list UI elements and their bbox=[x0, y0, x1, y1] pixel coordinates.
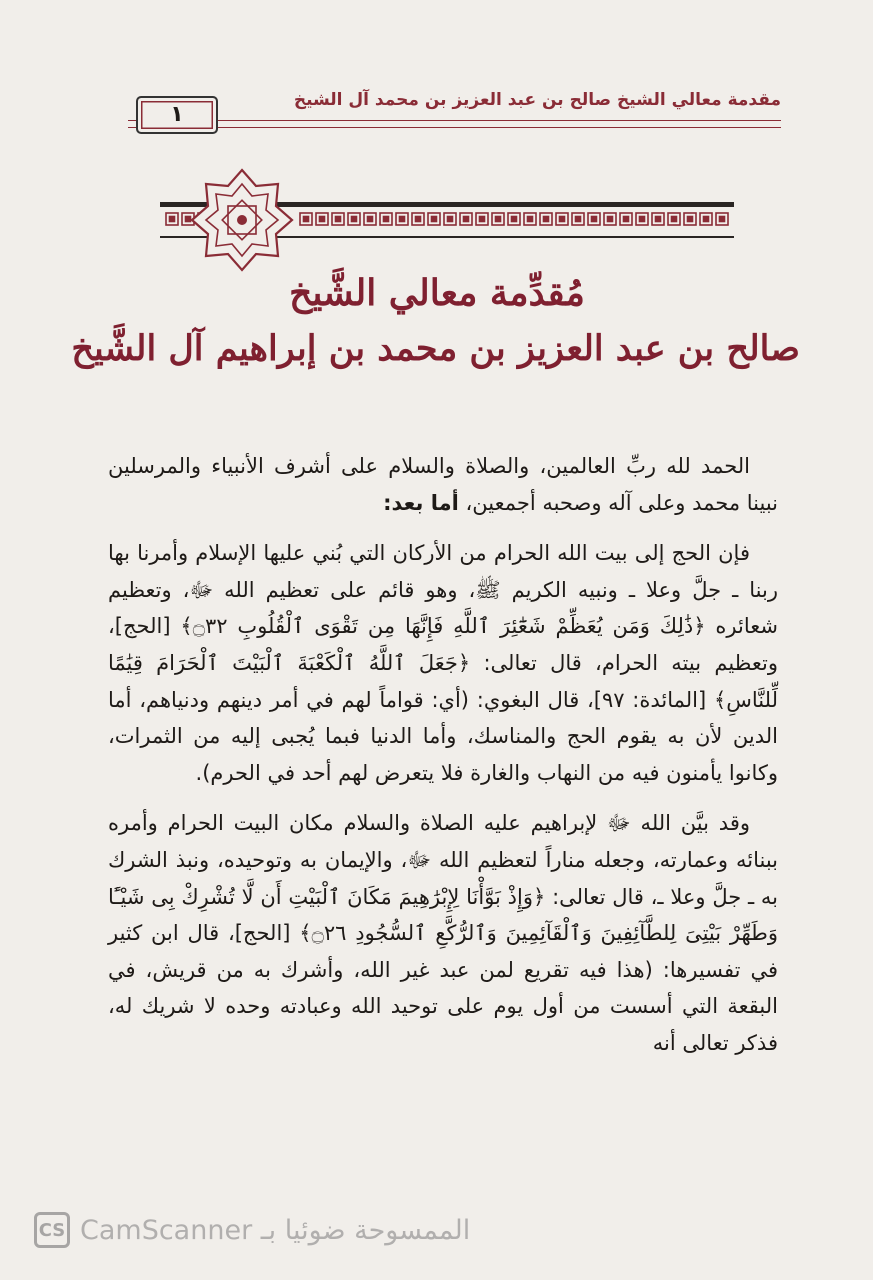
paragraph-1-bold: أما بعد: bbox=[383, 490, 459, 515]
ornament-band bbox=[160, 168, 734, 272]
paragraph-2: فإن الحج إلى بيت الله الحرام من الأركان التي بُني عليها الإسلام وأمرنا بها ربنا ـ جلَّ وعلا ـ ونبيه الكريم ﷺ، وهو قائم على تعظيم الله ﷻ، وتعظيم شعائره ﴿ذَٰلِكَ وَمَن يُعَظِّمْ شَعَٰٓئِرَ ٱللَّهِ فَإِنَّهَا مِن تَقْوَى ٱلْقُلُوبِ ۝٣٢﴾ [الحج]، وتعظيم بيته الحرام، قال تعالى: ﴿جَعَلَ ٱللَّهُ ٱلْكَعْبَةَ ٱلْبَيْتَ ٱلْحَرَامَ قِيَٰمًا لِّلنَّاسِ﴾ [المائدة: ٩٧]، قال البغوي: (أي: قواماً لهم في أمر دينهم ودنياهم، أما الدين لأن به يقوم الحج والمناسك، وأما الدنيا فبما يُجبى إليه من الثمرات، وكانوا يأمنون فيه من النهاب والغارة فلا يتعرض لهم أحد في الحرم). bbox=[108, 541, 778, 785]
header-rule bbox=[128, 120, 781, 128]
running-header-title: مقدمة معالي الشيخ صالح بن عبد العزيز بن محمد آل الشيخ bbox=[293, 90, 781, 110]
paragraph-1 bbox=[108, 448, 778, 521]
paragraph-1-text: الحمد لله ربِّ العالمين، والصلاة والسلام على أشرف الأنبياء والمرسلين نبينا محمد وعلى آله وصحبه أجمعين، bbox=[108, 454, 778, 515]
camscanner-watermark bbox=[34, 1210, 470, 1250]
watermark-text: CamScanner الممسوحة ضوئيا بـ bbox=[80, 1214, 471, 1246]
heading-line-2: صالح بن عبد العزيز بن محمد بن إبراهيم آل الشَّيخ bbox=[71, 328, 800, 369]
heading-line-1: مُقدِّمة معالي الشَّيخ bbox=[289, 272, 585, 314]
body-text bbox=[108, 448, 778, 1062]
camscanner-logo-icon: CS bbox=[34, 1212, 70, 1248]
page-number: ١ bbox=[136, 96, 218, 134]
paragraph-3: وقد بيَّن الله ﷻ لإبراهيم عليه الصلاة والسلام مكان البيت الحرام وأمره ببنائه وعمارته، وجعله مناراً لتعظيم الله ﷻ، والإيمان به وتوحيده، ونبذ الشرك به ـ جلَّ وعلا ـ، قال تعالى: ﴿وَإِذْ بَوَّأْنَا لِإِبْرَٰهِيمَ مَكَانَ ٱلْبَيْتِ أَن لَّا تُشْرِكْ بِى شَيْـًٔا وَطَهِّرْ بَيْتِىَ لِلطَّآئِفِينَ وَٱلْقَآئِمِينَ وَٱلرُّكَّعِ ٱلسُّجُودِ ۝٢٦﴾ [الحج]، قال ابن كثير في تفسيرها: (هذا فيه تقريع لمن عبد غير الله، وأشرك به من قريش، في البقعة التي أسست من أول يوم على توحيد الله وعبادته وحده لا شريك له، فذكر تعالى أنه bbox=[108, 811, 778, 1055]
